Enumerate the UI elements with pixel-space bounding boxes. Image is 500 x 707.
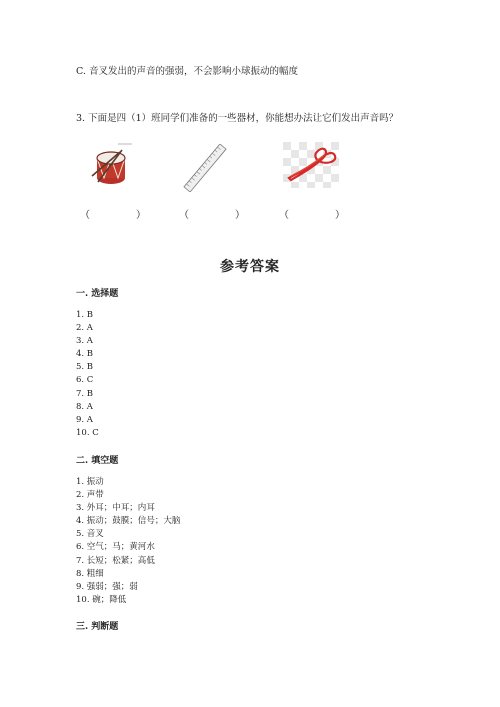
- list-item: 6. 空气；马；黄河水: [76, 542, 155, 553]
- fill-blank-answer-list: [76, 476, 180, 607]
- answer-blank-3: [279, 206, 345, 221]
- list-item: 2. A: [76, 323, 93, 334]
- list-item: 9. 强弱；强；弱: [76, 581, 138, 592]
- list-item: 4. 振动；鼓膜；信号；大脑: [76, 516, 181, 527]
- choice-answer-list: [76, 309, 99, 440]
- question-3-text: 3. 下面是四（1）班同学们准备的一些器材，你能想办法让它们发出声音吗？: [76, 113, 399, 124]
- section-heading-choice: 一. 选择题: [76, 289, 119, 299]
- list-item: 9. A: [76, 414, 93, 425]
- list-item: 5. 音叉: [76, 529, 104, 540]
- answer-key-title: 参考答案: [220, 259, 280, 275]
- answer-blank-1: [80, 206, 146, 221]
- section-heading-judgment: 三. 判断题: [76, 622, 119, 632]
- section-heading-fill-blank: 二. 填空题: [76, 456, 119, 466]
- question-option-c: C. 音叉发出的声音的强弱，不会影响小球振动的幅度: [76, 66, 298, 77]
- paren-open: （: [80, 210, 90, 221]
- list-item: 3. A: [76, 336, 93, 347]
- list-item: 7. B: [76, 388, 94, 399]
- ruler-icon: [183, 144, 227, 192]
- drum-icon: [88, 140, 134, 188]
- list-item: 7. 长短；松紧；高低: [76, 555, 155, 566]
- paren-open: （: [279, 210, 289, 221]
- list-item: 3. 外耳；中耳；内耳: [76, 503, 155, 514]
- paren-close: ）: [136, 210, 146, 221]
- list-item: 10. 碗；降低: [76, 594, 127, 605]
- paren-close: ）: [335, 210, 345, 221]
- list-item: 4. B: [76, 349, 94, 360]
- list-item: 1. 振动: [76, 477, 104, 487]
- paren-close: ）: [235, 210, 245, 221]
- list-item: 8. 粗细: [76, 568, 104, 579]
- list-item: 10. C: [76, 427, 99, 438]
- paren-open: （: [179, 210, 189, 221]
- list-item: 5. B: [76, 362, 94, 373]
- list-item: 6. C: [76, 375, 94, 386]
- rubber-band-icon: [283, 142, 339, 188]
- list-item: 2. 声带: [76, 490, 104, 501]
- list-item: 8. A: [76, 401, 93, 412]
- answer-blank-2: [179, 206, 245, 221]
- list-item: 1. B: [76, 310, 94, 320]
